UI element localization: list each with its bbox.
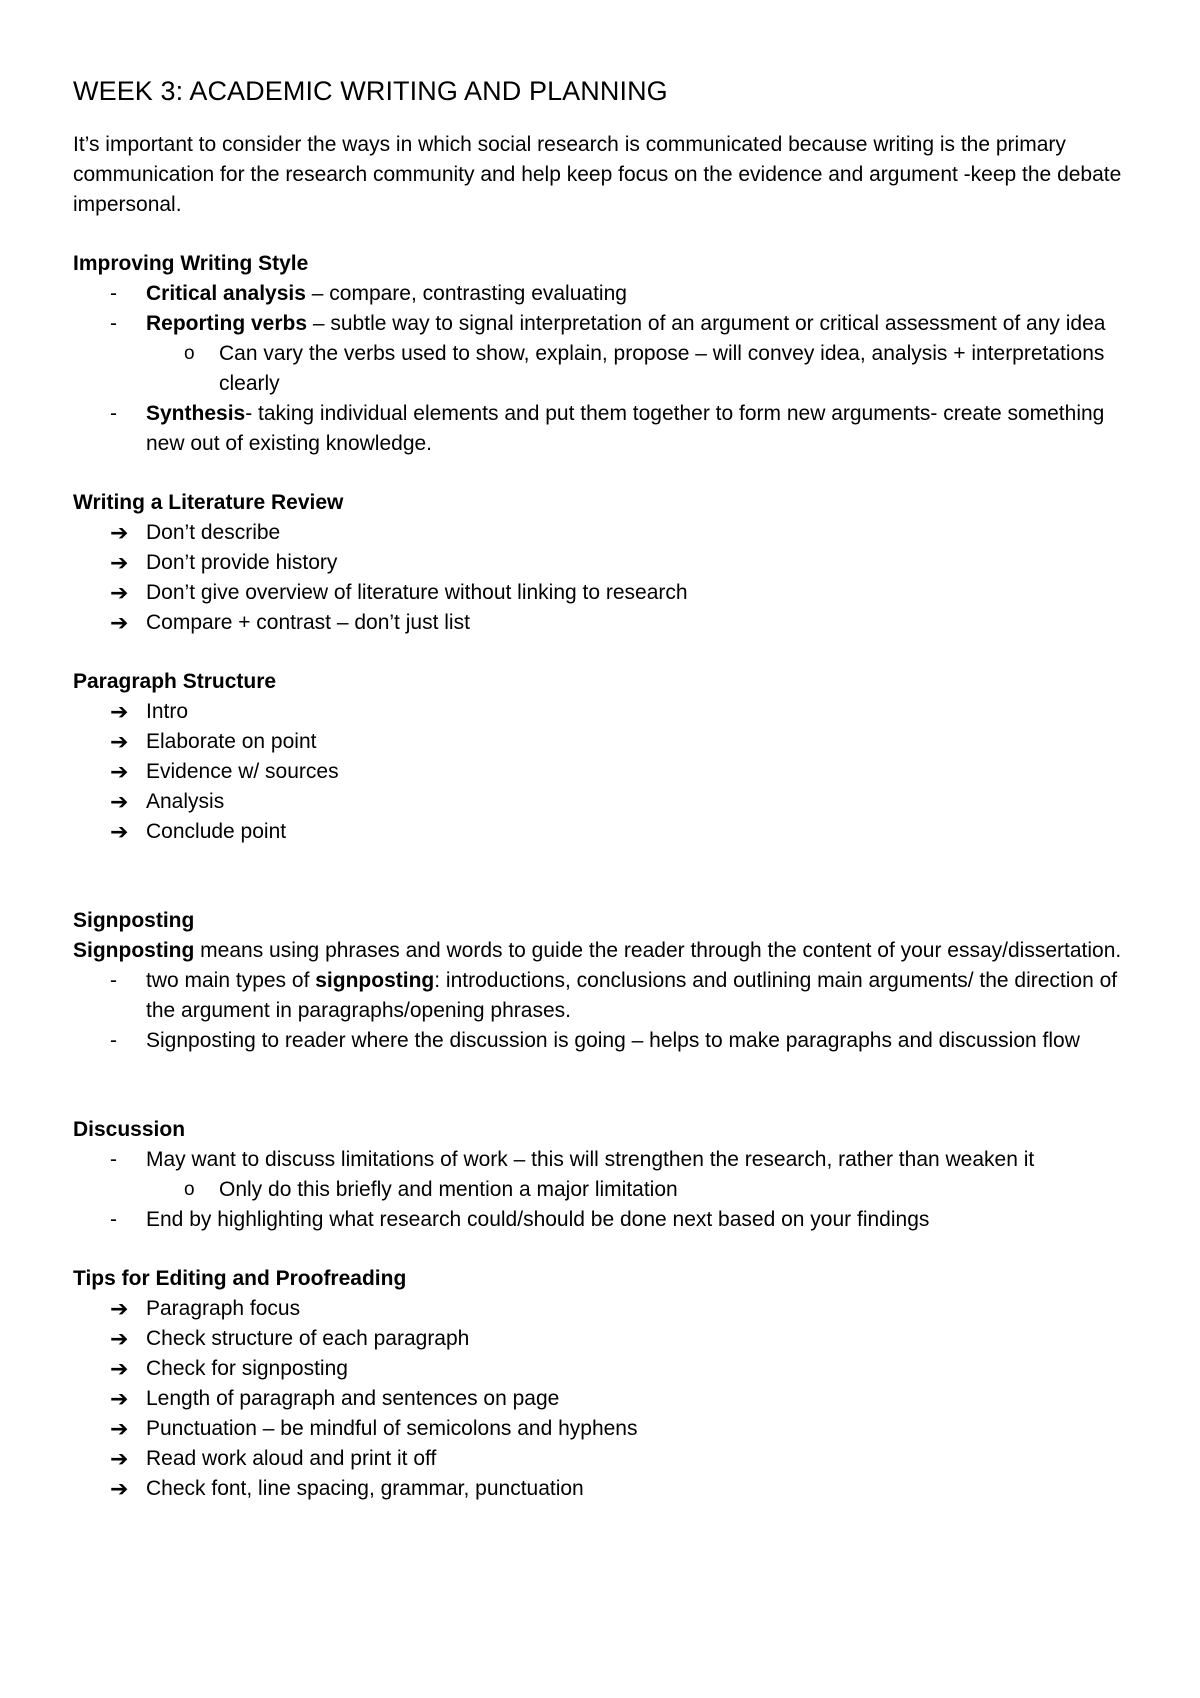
dash-bullet: - [110,402,117,425]
item-text: Paragraph focus [146,1297,301,1320]
arrow-bullet-icon: ➔ [110,1356,129,1381]
item-text: Intro [146,700,189,723]
section-discussion [73,1115,1133,1235]
arrow-bullet-icon: ➔ [110,580,129,605]
circle-bullet: o [184,1179,195,1200]
section-signposting [73,906,1133,1056]
item-text: May want to discuss limitations of work – this will strengthen the research, rather than weaken it [146,1148,1035,1171]
list-item [73,1354,1133,1384]
item-text: End by highlighting what research could/should be done next based on your findings [146,1208,930,1231]
item-text: Don’t give overview of literature without linking to research [146,581,688,604]
list-item [73,578,1133,608]
list-item [73,817,1133,847]
arrow-bullet-icon: ➔ [110,819,129,844]
arrow-bullet-icon: ➔ [110,699,129,724]
section-paragraph-structure [73,667,1133,847]
arrow-bullet-icon: ➔ [110,759,129,784]
item-text: – compare, contrasting evaluating [305,282,627,305]
dash-bullet: - [110,312,117,335]
section-heading: Paragraph Structure [73,670,277,693]
item-text: Compare + contrast – don’t just list [146,611,470,634]
section-heading: Writing a Literature Review [73,491,344,514]
arrow-bullet-icon: ➔ [110,550,129,575]
list-item [73,966,1133,1026]
list-item [73,1384,1133,1414]
list-item [73,518,1133,548]
item-text: Signposting to reader where the discussion is going – helps to make paragraphs and discussion flow [146,1029,1080,1052]
item-text: Length of paragraph and sentences on page [146,1387,560,1410]
document-page [73,72,1133,1533]
list-item [73,399,1133,459]
section-heading: Improving Writing Style [73,252,309,275]
section-editing-tips [73,1264,1133,1504]
list-item [73,608,1133,638]
list-item [73,1324,1133,1354]
term: signposting [315,969,435,992]
list-item [73,1294,1133,1324]
dash-bullet: - [110,1208,117,1231]
list-item [73,309,1133,399]
document-title: WEEK 3: ACADEMIC WRITING AND PLANNING [73,76,668,106]
intro-paragraph: It’s important to consider the ways in which social research is communicated because writing is the primary communication for the research community and help keep focus on the evidence and argument -keep the debate impersonal. [73,133,1122,216]
arrow-bullet-icon: ➔ [110,1296,129,1321]
item-text: - taking individual elements and put them together to form new arguments- create something new out of existing knowledge. [146,402,1105,455]
term: Reporting verbs [146,312,308,335]
list-item [73,279,1133,309]
item-text: Punctuation – be mindful of semicolons and hyphens [146,1417,638,1440]
sub-item-text: Only do this briefly and mention a major limitation [219,1178,678,1201]
item-text: – subtle way to signal interpretation of an argument or critical assessment of any idea [307,312,1106,335]
arrow-bullet-icon: ➔ [110,729,129,754]
circle-bullet: o [184,343,195,364]
arrow-bullet-icon: ➔ [110,1416,129,1441]
item-text: Check font, line spacing, grammar, punctuation [146,1477,584,1500]
sub-list [146,1175,1133,1205]
arrow-list [73,697,1133,847]
dash-list [73,966,1133,1056]
signposting-definition [73,936,1133,966]
item-text: Analysis [146,790,225,813]
term: Critical analysis [146,282,306,305]
sub-list-item [146,339,1133,399]
list-item [73,787,1133,817]
item-text-post: : introductions, conclusions and outlining main arguments/ the direction of the argument in paragraphs/opening phrases. [146,969,1118,1022]
arrow-list [73,1294,1133,1504]
dash-bullet: - [110,1148,117,1171]
list-item [73,697,1133,727]
arrow-bullet-icon: ➔ [110,1326,129,1351]
dash-list [73,279,1133,459]
arrow-bullet-icon: ➔ [110,789,129,814]
section-heading: Tips for Editing and Proofreading [73,1267,407,1290]
term: Synthesis [146,402,246,425]
list-item [73,1205,1133,1235]
list-item [73,1474,1133,1504]
item-text: Read work aloud and print it off [146,1447,437,1470]
arrow-bullet-icon: ➔ [110,1386,129,1411]
sub-item-text: Can vary the verbs used to show, explain, propose – will convey idea, analysis + interpretations clearly [219,342,1105,395]
dash-bullet: - [110,282,117,305]
item-text: Check for signposting [146,1357,348,1380]
dash-list [73,1145,1133,1235]
list-item [73,757,1133,787]
dash-bullet: - [110,969,117,992]
list-item [73,1414,1133,1444]
definition-text: means using phrases and words to guide the reader through the content of your essay/dissertation. [194,939,1122,962]
list-item [73,548,1133,578]
list-item [73,1145,1133,1205]
section-heading: Discussion [73,1118,186,1141]
arrow-bullet-icon: ➔ [110,610,129,635]
arrow-bullet-icon: ➔ [110,1446,129,1471]
section-heading: Signposting [73,909,195,932]
item-text: Conclude point [146,820,287,843]
item-text: Check structure of each paragraph [146,1327,470,1350]
item-text: Don’t describe [146,521,281,544]
list-item [73,727,1133,757]
section-improving-writing-style [73,249,1133,459]
sub-list-item [146,1175,1133,1205]
term: Signposting [73,939,195,962]
item-text: Evidence w/ sources [146,760,339,783]
list-item [73,1026,1133,1056]
section-literature-review [73,488,1133,638]
list-item [73,1444,1133,1474]
item-text: Don’t provide history [146,551,338,574]
arrow-bullet-icon: ➔ [110,520,129,545]
dash-bullet: - [110,1029,117,1052]
arrow-list [73,518,1133,638]
item-text-pre: two main types of [146,969,316,992]
item-text: Elaborate on point [146,730,317,753]
arrow-bullet-icon: ➔ [110,1476,129,1501]
sub-list [146,339,1133,399]
